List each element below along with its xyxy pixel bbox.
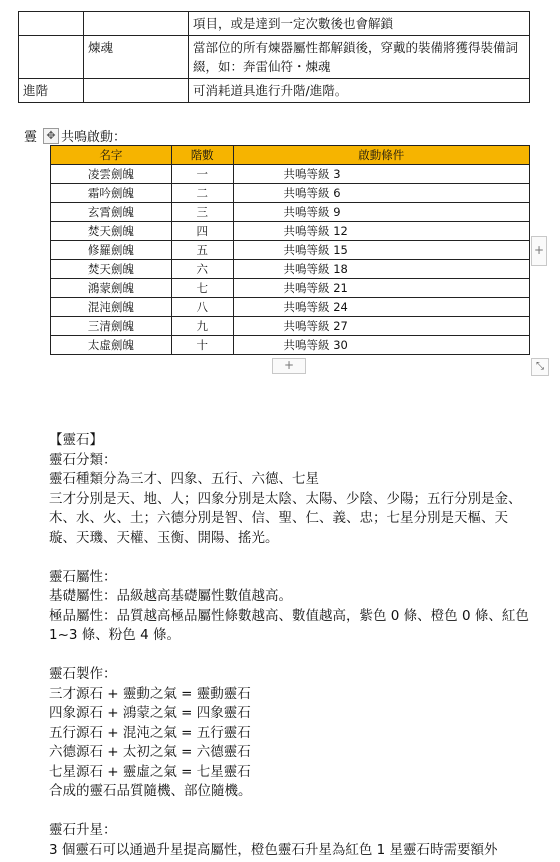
table-row xyxy=(51,336,530,355)
blank-line xyxy=(49,548,531,568)
cell-condition: 共鳴等級 18 xyxy=(233,260,529,279)
paragraph: 極品屬性：品質越高極品屬性條數越高、數值越高，紫色 0 條、橙色 0 條、紅色 1~3 條、粉色 4 條。 xyxy=(49,607,529,643)
paragraph: 五行源石 + 混沌之氣 = 五行靈石 xyxy=(49,724,251,741)
blank-line xyxy=(49,802,531,822)
paragraph: 四象源石 + 鴻蒙之氣 = 四象靈石 xyxy=(49,705,251,721)
cell-tier: 六 xyxy=(171,260,233,279)
cell-tier: 三 xyxy=(171,203,233,222)
table-move-handle-icon[interactable]: ✥ xyxy=(43,128,59,144)
header-tier: 階數 xyxy=(171,146,233,165)
paragraph: 靈石屬性： xyxy=(49,568,117,585)
cell-condition: 共鳴等級 15 xyxy=(233,241,529,260)
cell-tier: 九 xyxy=(171,317,233,336)
table-row xyxy=(51,298,530,317)
add-row-button[interactable]: + xyxy=(272,358,306,374)
paragraph: 六德源石 + 太初之氣 = 六德靈石 xyxy=(49,744,251,760)
header-condition: 啟動條件 xyxy=(233,146,529,165)
add-column-button[interactable]: + xyxy=(531,236,547,266)
cell-condition: 共鳴等級 6 xyxy=(233,184,529,203)
cell-name: 鴻蒙劍魄 xyxy=(51,279,172,298)
cell-name: 太虛劍魄 xyxy=(51,336,172,355)
table-row xyxy=(51,317,530,336)
cell-condition: 共鳴等級 3 xyxy=(233,165,529,184)
cell-condition: 共鳴等級 12 xyxy=(233,222,529,241)
table-row xyxy=(51,203,530,222)
paragraph: 七星源石 + 靈虛之氣 = 七星靈石 xyxy=(49,763,251,780)
cell-condition: 共鳴等級 9 xyxy=(233,203,529,222)
section-title: 【靈石】 xyxy=(49,432,103,448)
cell-tier: 七 xyxy=(171,279,233,298)
cell-name: 玄霄劍魄 xyxy=(51,203,172,222)
cell-condition: 共鳴等級 21 xyxy=(233,279,529,298)
table-row xyxy=(19,36,530,79)
table-resize-handle[interactable]: ⤡ xyxy=(531,358,549,376)
cell-condition: 共鳴等級 24 xyxy=(233,298,529,317)
table-row xyxy=(51,241,530,260)
paragraph: 三才分別是天、地、人；四象分別是太陰、太陽、少陰、少陽；五行分別是金、木、水、火、土；六德分別是智、信、聖、仁、義、忠；七星分別是天樞、天璇、天璣、天權、玉衡、開陽、搖光。 xyxy=(49,490,522,546)
cell-tier: 五 xyxy=(171,241,233,260)
cell-name: 修羅劍魄 xyxy=(51,241,172,260)
paragraph: 3 個靈石可以通過升星提高屬性，橙色靈石升星為紅色 1 星靈石時需要額外 xyxy=(49,841,498,858)
cell-name: 焚天劍魄 xyxy=(51,260,172,279)
cell-tier: 十 xyxy=(171,336,233,355)
cell-tier: 八 xyxy=(171,298,233,317)
cell-subkey xyxy=(84,79,189,103)
paragraph: 靈石種類分為三才、四象、五行、六德、七星 xyxy=(49,471,319,487)
paragraph: 三才源石 + 靈動之氣 = 靈動靈石 xyxy=(49,685,251,702)
table-row xyxy=(19,79,530,103)
spirit-stone-section xyxy=(49,431,531,860)
paragraph: 基礎屬性：品級越高基礎屬性數值越高。 xyxy=(49,588,292,604)
cell-subkey: 煉魂 xyxy=(84,36,189,79)
heading-prefix: 霻 xyxy=(24,130,38,145)
heading-text: 共鳴啟動： xyxy=(61,130,127,145)
cell-key: 進階 xyxy=(19,79,84,103)
cell-key xyxy=(19,12,84,36)
blank-line xyxy=(49,646,531,666)
cell-name: 凌雲劍魄 xyxy=(51,165,172,184)
cell-name: 混沌劍魄 xyxy=(51,298,172,317)
equipment-table xyxy=(18,11,530,103)
cell-tier: 四 xyxy=(171,222,233,241)
cell-name: 焚天劍魄 xyxy=(51,222,172,241)
cell-condition: 共鳴等級 30 xyxy=(233,336,529,355)
cell-condition: 共鳴等級 27 xyxy=(233,317,529,336)
cell-desc: 當部位的所有煉器屬性都解鎖後，穿戴的裝備將獲得裝備詞綴，如：奔雷仙符・煉魂 xyxy=(189,36,530,79)
cell-name: 霜吟劍魄 xyxy=(51,184,172,203)
paragraph: 靈石升星： xyxy=(49,822,117,838)
resonance-table xyxy=(50,145,530,355)
paragraph: 靈石分類： xyxy=(49,451,117,468)
table-row xyxy=(51,279,530,298)
table-row xyxy=(51,165,530,184)
table-row xyxy=(51,184,530,203)
cell-desc: 項目，或是達到一定次數後也會解鎖 xyxy=(189,12,530,36)
table-row xyxy=(51,260,530,279)
cell-name: 三清劍魄 xyxy=(51,317,172,336)
cell-subkey xyxy=(84,12,189,36)
table-row xyxy=(19,12,530,36)
cell-key xyxy=(19,36,84,79)
cell-tier: 二 xyxy=(171,184,233,203)
cell-tier: 一 xyxy=(171,165,233,184)
resonance-heading xyxy=(24,126,126,145)
header-name: 名字 xyxy=(51,146,172,165)
table-row xyxy=(51,222,530,241)
paragraph: 靈石製作： xyxy=(49,666,117,682)
paragraph: 合成的靈石品質隨機、部位隨機。 xyxy=(49,783,252,799)
cell-desc: 可消耗道具進行升階/進階。 xyxy=(189,79,530,103)
